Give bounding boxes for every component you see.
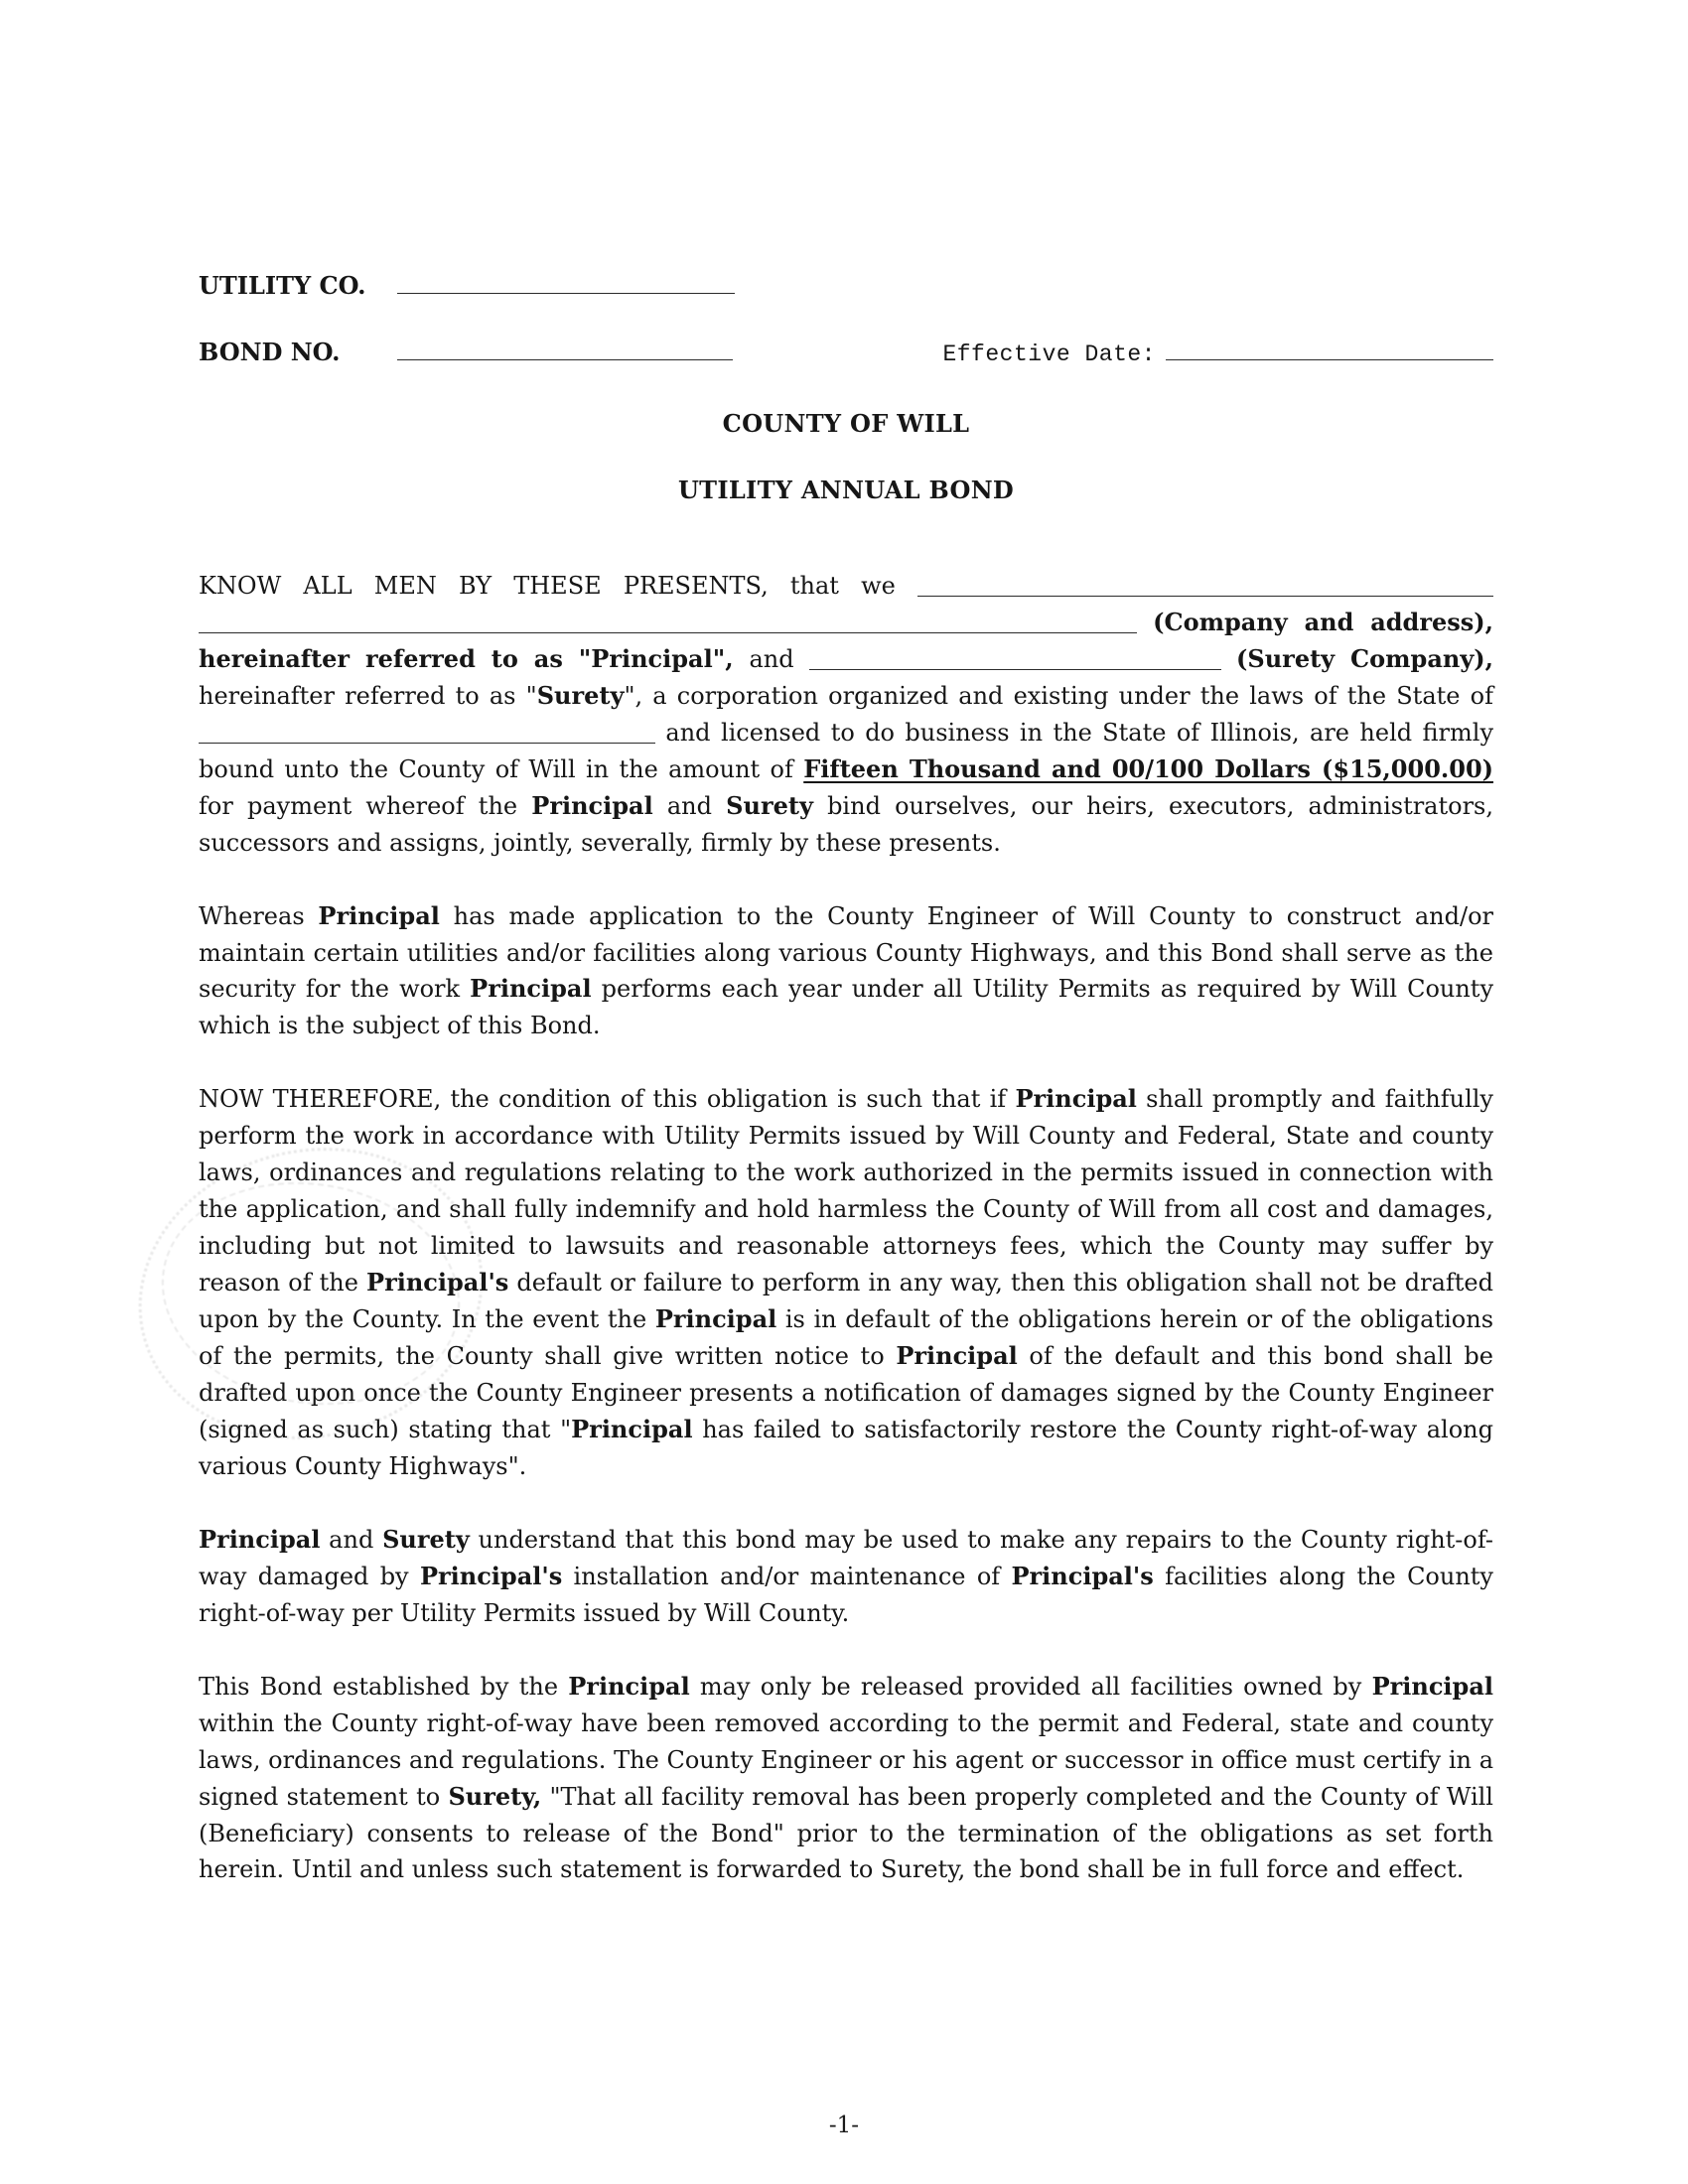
text-run: Surety (726, 790, 813, 820)
text-run: for payment whereof the (199, 791, 532, 820)
utility-co-label: UTILITY CO. (199, 271, 366, 301)
text-run: Principal (571, 1414, 693, 1443)
paragraph-repairs (199, 1522, 1493, 1632)
document-title-bond: UTILITY ANNUAL BOND (677, 475, 1015, 504)
text-run: Principal (896, 1341, 1018, 1371)
text-run: "That all facility removal has been properly completed and the County of Will (Beneficiary) consents to release of the Bond" prior to the termination of the obligations as set forth herein. Until and unless such statement is forwarded to Surety, the bond shall be in full force and effect. (199, 1782, 1493, 1884)
text-run: default or failure to perform in any way, then this obligation shall not be drafted upon by the County. In the event the (199, 1269, 1493, 1334)
fill-in-blank[interactable] (917, 572, 1493, 596)
bond-no-label: BOND NO. (199, 337, 341, 366)
text-run: Principal (199, 1524, 321, 1554)
text-run: Principal (654, 1304, 777, 1334)
text-run: Surety (536, 680, 625, 710)
text-run: installation and/or maintenance of (562, 1562, 1012, 1590)
text-run: and licensed to do business in the State of Illinois, are held firmly bound unto the County of Will in the amount of (199, 718, 1493, 783)
text-run: and (320, 1525, 383, 1554)
text-run: ", a corporation organized and existing under the laws of the State of (624, 681, 1493, 710)
effective-date-fill-in-line[interactable] (1166, 336, 1493, 359)
text-run: facilities along the County right-of-way per Utility Permits issued by Will County. (199, 1562, 1493, 1627)
fill-in-blank[interactable] (199, 719, 655, 743)
paragraph-presents-clause (199, 568, 1493, 862)
text-run: is in default of the obligations herein or of the obligations of the permits, the County shall give written notice to (199, 1305, 1494, 1371)
text-run: Surety (382, 1524, 470, 1554)
text-run: KNOW ALL MEN BY THESE PRESENTS, that we (199, 571, 917, 600)
text-run: Principal (531, 790, 653, 820)
utility-co-fill-in-line[interactable] (397, 270, 735, 294)
text-run: (Company and address), (1153, 607, 1493, 636)
paragraph-now-therefore (199, 1081, 1493, 1484)
text-run: hereinafter referred to as " (199, 681, 537, 710)
paragraph-whereas (199, 898, 1493, 1045)
fill-in-blank[interactable] (809, 645, 1221, 669)
fill-in-blank[interactable] (199, 609, 1137, 632)
text-run: Principal's (366, 1268, 509, 1297)
text-run: (Surety Company), (1236, 643, 1493, 673)
text-run: Principal (318, 900, 440, 930)
text-run: Principal (470, 974, 592, 1004)
text-run: NOW THEREFORE, the condition of this obligation is such that if (199, 1085, 1016, 1114)
bond-no-row (199, 336, 1493, 366)
text-run: and (652, 791, 727, 820)
document-title-county: COUNTY OF WILL (722, 408, 970, 438)
text-run: Principal's (1011, 1561, 1154, 1590)
effective-date-group (942, 336, 1493, 366)
text-run: This Bond established by the (199, 1672, 569, 1701)
page-number: -1- (828, 2113, 860, 2138)
text-run: within the County right-of-way have been removed according to the permit and Federal, state and county laws, ordinances and regulations. The County Engineer or his agent or successor in office must certify in a signed statement to (199, 1708, 1493, 1811)
utility-co-row (199, 270, 1493, 300)
text-run: Principal (568, 1671, 690, 1701)
paragraph-release-conditions (199, 1669, 1493, 1889)
text-run: has failed to satisfactorily restore the County right-of-way along various County Highways". (199, 1415, 1493, 1480)
text-run: Surety, (448, 1781, 542, 1811)
text-run: and (749, 644, 809, 673)
text-run (1137, 609, 1153, 636)
text-run: shall promptly and faithfully perform the work in accordance with Utility Permits issued by Will County and Federal, State and county laws, ordinances and regulations relating to the work authorized in the permits issued in connection with the application, and shall fully indemnify and hold harmless the County of Will from all cost and damages, including but not limited to lawsuits and reasonable attorneys fees, which the County may suffer by reason of the (199, 1085, 1493, 1297)
text-run: has made application to the County Engineer of Will County to construct and/or maintain certain utilities and/or facilities along various County Highways, and this Bond shall serve as the security for the work (199, 901, 1493, 1004)
effective-date-label: Effective Date: (942, 341, 1156, 367)
text-run: performs each year under all Utility Permits as required by Will County which is the subject of this Bond. (199, 975, 1494, 1040)
text-run: understand that this bond may be used to make any repairs to the County right-of-way damaged by (199, 1525, 1494, 1590)
text-run: hereinafter referred to as "Principal", (199, 643, 750, 673)
text-run: Principal (1371, 1671, 1493, 1701)
text-run: may only be released provided all facilities owned by (689, 1672, 1372, 1701)
text-run (1221, 645, 1236, 673)
text-run: Whereas (199, 901, 319, 930)
text-run: bind ourselves, our heirs, executors, administrators, successors and assigns, jointly, severally, firmly by these presents. (199, 791, 1494, 857)
text-run: Principal (1015, 1084, 1137, 1114)
text-run: of the default and this bond shall be drafted upon once the County Engineer presents a notification of damages signed by the County Engineer (signed as such) stating that " (199, 1342, 1494, 1443)
text-run: Fifteen Thousand and 00/100 Dollars ($15,000.00) (803, 753, 1493, 783)
text-run: Principal's (419, 1561, 563, 1590)
bond-no-fill-in-line[interactable] (397, 336, 733, 359)
